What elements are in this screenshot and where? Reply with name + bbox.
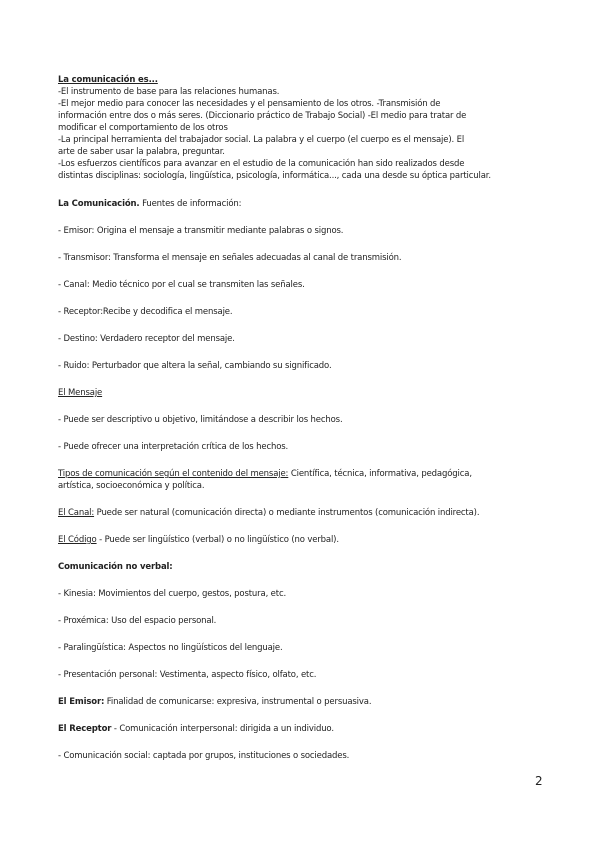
intro-line: -La principal herramienta del trabajador social. La palabra y el cuerpo (el cuerpo es el mensaje). El (58, 135, 465, 145)
tipos-paragraph (58, 468, 540, 492)
fuentes-item: - Ruido: Perturbador que altera la señal, cambiando su significado. (58, 361, 332, 371)
intro-line: arte de saber usar la palabra, preguntar. (58, 147, 225, 157)
fuentes-item: - Transmisor: Transforma el mensaje en señales adecuadas al canal de transmisión. (58, 253, 402, 263)
mensaje-heading: El Mensaje (58, 388, 103, 398)
codigo-text: - Puede ser lingüístico (verbal) o no lingüístico (no verbal). (96, 535, 339, 545)
fuentes-item: - Canal: Medio técnico por el cual se transmiten las señales. (58, 280, 305, 290)
tipos-heading: Tipos de comunicación según el contenido del mensaje: (58, 469, 289, 479)
mensaje-item: - Puede ser descriptivo u objetivo, limitándose a describir los hechos. (58, 415, 343, 425)
noverbal-heading: Comunicación no verbal: (58, 562, 173, 572)
codigo-heading: El Código (58, 535, 97, 545)
receptor-text: - Comunicación interpersonal: dirigida a un individuo. (111, 724, 334, 734)
tipos-text-line2: artística, socioeconómica y política. (58, 481, 205, 491)
intro-line: -El mejor medio para conocer las necesidades y el pensamiento de los otros. -Transmisión de (58, 99, 441, 109)
receptor-heading: El Receptor (58, 724, 112, 734)
noverbal-item: - Presentación personal: Vestimenta, aspecto físico, olfato, etc. (58, 670, 317, 680)
noverbal-item: - Paralingüística: Aspectos no lingüísticos del lenguaje. (58, 643, 283, 653)
emisor-paragraph (58, 696, 540, 708)
fuentes-subtitle: Fuentes de información: (139, 199, 242, 209)
intro-heading: La comunicación es... (58, 75, 158, 85)
fuentes-item: - Emisor: Origina el mensaje a transmitir mediante palabras o signos. (58, 226, 344, 236)
intro-line: modificar el comportamiento de los otros (58, 123, 228, 133)
fuentes-item: - Receptor:Recibe y decodifica el mensaje. (58, 307, 233, 317)
emisor-text: Finalidad de comunicarse: expresiva, instrumental o persuasiva. (104, 697, 372, 707)
canal-paragraph (58, 507, 540, 519)
fuentes-heading (58, 198, 540, 210)
tipos-text: Científica, técnica, informativa, pedagógica, (288, 469, 472, 479)
receptor-extra: - Comunicación social: captada por grupos, instituciones o sociedades. (58, 751, 350, 761)
intro-section (58, 74, 540, 182)
emisor-heading: El Emisor: (58, 697, 105, 707)
codigo-paragraph (58, 534, 540, 546)
fuentes-item: - Destino: Verdadero receptor del mensaje. (58, 334, 235, 344)
canal-text: Puede ser natural (comunicación directa) o mediante instrumentos (comunicación indirecta). (94, 508, 480, 518)
noverbal-item: - Proxémica: Uso del espacio personal. (58, 616, 217, 626)
intro-line: información entre dos o más seres. (Diccionario práctico de Trabajo Social) -El medio para tratar de (58, 111, 467, 121)
receptor-paragraph (58, 723, 540, 735)
page-content (58, 74, 540, 777)
mensaje-item: - Puede ofrecer una interpretación crítica de los hechos. (58, 442, 289, 452)
fuentes-title: La Comunicación. (58, 199, 140, 209)
canal-heading: El Canal: (58, 508, 95, 518)
intro-line: -Los esfuerzos científicos para avanzar en el estudio de la comunicación han sido realizados desde (58, 159, 465, 169)
intro-line: -El instrumento de base para las relaciones humanas. (58, 87, 280, 97)
noverbal-item: - Kinesia: Movimientos del cuerpo, gestos, postura, etc. (58, 589, 287, 599)
intro-line: distintas disciplinas: sociología, lingüística, psicología, informática..., cada una desde su óptica particular. (58, 171, 491, 181)
page-number: 2 (535, 774, 543, 788)
